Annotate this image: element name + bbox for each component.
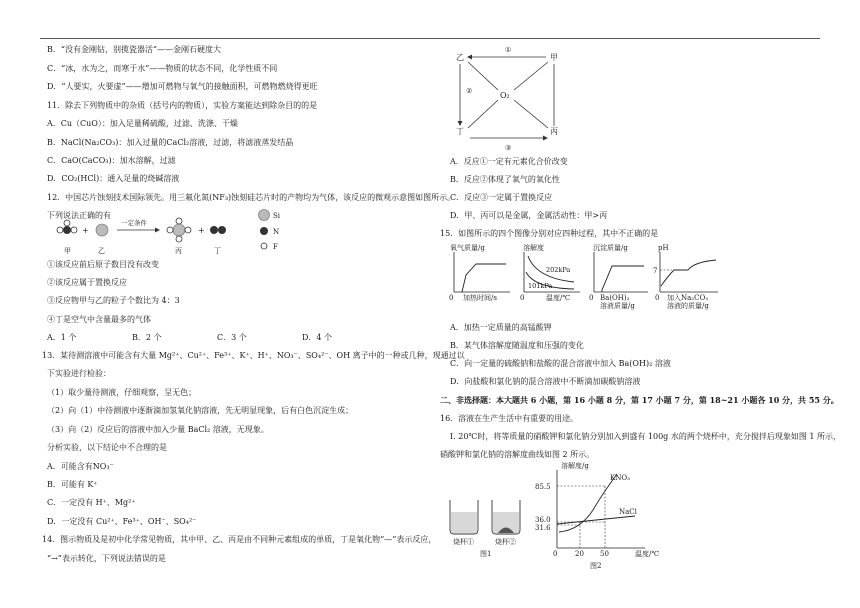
q13-step-1: （1）取少量待测液，仔细观察，呈无色； [47,388,197,397]
beaker-1 [450,500,478,546]
node-yi: 乙 [456,53,464,62]
fig1-beakers [444,496,534,560]
q12-statement-2: ②该反应属于置换反应 [47,278,127,287]
q14-stem-line2: “→”表示转化，下列说法错误的是 [47,554,166,563]
q15-option-a: A．加热一定质量的高锰酸钾 [450,323,552,332]
q15-option-b: B．某气体溶解度随温度和压强的变化 [450,341,584,350]
line-jia-o2 [514,62,548,90]
nitrogen-atom [63,226,71,234]
q13-analysis: 分析实验，以下结论中不合理的是 [47,443,167,452]
node-jia: 甲 [550,53,558,62]
q10-option-d: D．“人要实，火要虚”——增加可燃物与氧气的接触面积，可燃物燃烧得更旺 [47,82,318,91]
graph-c-xlabel1: Ba(OH)₂ [600,294,630,302]
q12-option-b: B．2 个 [132,333,162,342]
legend-nitrogen [260,227,268,235]
fig2-ylabel: 溶解度/g [561,462,589,470]
nacl-label: NaCl [619,508,637,516]
q12-statement-1: ①该反应前后原子数目没有改变 [47,260,159,269]
legend-n-label: N [273,228,280,236]
line-bing-o2 [514,100,548,128]
q13-option-b: B．可能有 K⁺ [47,480,98,489]
q11-option-b: B．NaCl(Na₂CO₃)：加入过量的CaCl₂溶液，过滤，将滤液蒸发结晶 [47,138,294,147]
q10-option-b: B．“没有金刚钻，别揽瓷器活”——金刚石硬度大 [47,45,222,54]
line-yi-o2 [468,62,498,90]
fig1-caption: 图1 [480,550,492,558]
kno3-label: KNO₃ [610,474,630,482]
q12-legend [256,208,296,258]
q12-option-a: A．1 个 [47,333,77,342]
q11-option-c: C．CaO(CaCO₃)：加水溶解，过滤 [47,156,176,165]
fig2-caption: 图2 [590,562,602,570]
q11-stem: 11．除去下列物质中的杂质（括号内的物质），实验方案能达到除杂目的的是 [47,101,318,110]
beaker-2 [492,500,520,546]
graph-a-curve [462,264,506,292]
ytick-36-0: 36.0 [535,516,551,524]
legend-si-label: Si [273,212,281,220]
ytick-31-6: 31.6 [535,524,551,532]
beaker-2-label: 烧杯② [495,538,516,546]
mark-1: ① [47,260,55,269]
fluorine-atom [57,227,63,233]
ytick-85-5: 85.5 [535,483,551,491]
legend-silicon [259,210,270,221]
q13-option-d: D．一定没有 Cu²⁺、Fe³⁺、OH⁻、SO₄²⁻ [47,517,197,526]
nitrogen-atom [218,226,226,234]
graph-b-label-101: 101kPa [528,282,553,290]
nacl-curve [557,516,635,524]
q16-stem: 16．溶液在生产生活中有重要的用途。 [440,414,579,423]
line-ding-o2 [468,100,498,128]
q14-option-b: B．反应②体现了氧气的氧化性 [450,175,560,184]
q12-option-d: D．4 个 [302,333,333,342]
arrow-head [543,136,548,141]
q14-option-d: D．甲、丙可以是金属，金属活动性：甲>丙 [450,211,608,220]
q12-condition: 一定条件 [121,219,147,227]
arrow-head [458,121,463,126]
q13-option-a: A．可能含有NO₃⁻ [47,462,114,471]
fluorine-atom [167,227,173,233]
arrow-head [155,228,160,233]
q12-stem-line1: 12．中国芯片蚀刻技术国际领先。用三氟化氮(NF₃)蚀刻硅芯片时的产物均为气体，该反应的微观示意图如图所示。 [47,193,456,202]
q13-stem-line2: 下实验进行检验： [47,369,111,378]
graph-c-xlabel2: 溶液质量/g [600,302,635,310]
mark-2: ② [47,278,55,287]
label-ding: 丁 [214,247,221,255]
plus-sign: + [198,226,205,235]
header-rule [40,38,820,39]
mark-3: ③ [47,296,55,305]
q12-stem-line2: 下列说法正确的有 [47,211,111,220]
arrow-head [467,55,472,60]
q15-graphs [448,242,728,310]
fluorine-atom [71,227,77,233]
q13-stem-line1: 13．某待测溶液中可能含有大量 Mg²⁺、Cu²⁺、Fe³⁺、K⁺、H⁺、NO₃⁻、SO₄²⁻、OH 离子中的一种或几种，现通过以 [42,351,465,360]
q15-option-c: C．向一定量的硫酸钠和盐酸的混合溶液中加入 Ba(OH)₂ 溶液 [450,359,671,368]
q12-statement-3: ③反应物甲与乙的粒子个数比为 4：3 [47,296,180,305]
q11-option-a: A．Cu（CuO）：加入足量稀硫酸，过滤、洗涤、干燥 [47,119,238,128]
mark-cycle-3: ③ [505,144,512,152]
q14-option-c: C．反应③一定属于置换反应 [450,193,553,202]
section-2-heading: 二、非选择题：本大题共 6 小题，第 16 小题 8 分，第 17 小题 7 分，第 18~21 小题各 10 分，共 55 分。 [440,395,839,405]
xtick-20: 20 [575,550,584,558]
fluorine-atom [64,220,70,226]
graph-d-origin: 0 [655,294,660,302]
q15-stem: 15．如图所示的四个图像分别对应四种过程，其中不正确的是 [440,229,659,238]
q11-option-d: D．CO₂(HCl)：通入足量的烧碱溶液 [47,174,180,183]
graph-b [520,243,580,302]
fig2-solubility-chart [535,460,685,570]
graph-d [653,244,718,310]
graph-b-label-202: 202kPa [546,266,571,274]
silicon-atom [173,224,185,236]
q12-reaction-diagram [52,208,252,258]
mark-4: ④ [47,315,55,324]
q16-sub1-line1: Ⅰ. 20℃时，将等质量的硝酸钾和氯化钠分别加入到盛有 100g 水的两个烧杯中，充分搅拌后现象如图 1 所示， [450,432,842,441]
graph-d-xlabel2: 溶液的质量/g [667,302,709,310]
graph-d-curve [661,260,716,286]
xtick-50: 50 [600,550,609,558]
q16-sub1-line2: 硝酸钾和氯化钠的溶解度曲线如图 2 所示。 [440,450,595,459]
q14-option-a: A．反应①一定有元素化合价改变 [450,157,568,166]
label-bing: 丙 [175,247,182,255]
beaker-1-label: 烧杯① [453,538,474,546]
graph-a-ylabel: 氧气质量/g [450,244,485,252]
graph-c-ylabel: 沉淀质量/g [593,244,628,252]
q14-cycle-diagram [450,46,580,154]
nitrogen-atom [210,226,218,234]
mark-cycle-1: ① [505,46,512,54]
fluorine-atom [185,227,191,233]
graph-c-curve [602,266,644,292]
graph-a-origin: 0 [449,294,454,302]
graph-b-origin: 0 [520,294,525,302]
q12-option-c: C．3 个 [217,333,247,342]
mark-cycle-2: ② [466,87,473,95]
xtick-0: 0 [553,550,558,558]
graph-d-ylabel: pH [658,244,669,252]
graph-a [449,243,510,302]
q14-stem-line1: 14．图示物质及是初中化学常见物质，其中甲、乙、丙是由不同种元素组成的单质，丁是氧化物“—”表示反应， [42,535,437,544]
node-o2: O₂ [500,91,510,100]
q12-statement-4: ④丁是空气中含量最多的气体 [47,315,151,324]
graph-a-xlabel: 加热时间/s [463,294,497,302]
node-bing: 丙 [550,127,558,136]
q15-option-d: D．向盐酸和氯化钠的混合溶液中不断滴加碳酸钠溶液 [450,377,641,386]
graph-b-xlabel: 温度/℃ [546,294,571,302]
q13-step-2: （2）向（1）中待测液中逐渐滴加氢氧化钠溶液，先无明显现象，后有白色沉淀生成； [47,406,354,415]
graph-c [589,243,648,310]
graph-b-ylabel: 溶解度 [523,244,544,252]
graph-d-tick-7: 7 [653,267,658,275]
plus-sign: + [82,226,89,235]
fluorine-atom [176,236,182,242]
fig2-xlabel: 温度/℃ [635,550,660,558]
legend-fluorine [261,243,267,249]
q13-option-c: C．一定没有 H⁺、Mg²⁺ [47,498,136,507]
label-jia: 甲 [64,247,71,255]
q10-option-c: C．“冰，水为之，而寒于水”——物质的状态不同，化学性质不同 [47,64,278,73]
node-ding: 丁 [456,127,464,136]
label-yi: 乙 [98,247,105,255]
fluorine-atom [176,218,182,224]
silicon-atom [96,224,108,236]
legend-f-label: F [273,243,278,251]
graph-d-xlabel1: 加入Na₂CO₃ [667,294,709,302]
graph-c-origin: 0 [589,294,594,302]
q13-step-3: （3）向（2）反应后的溶液中加入少量 BaCl₂ 溶液，无现象。 [47,425,269,434]
